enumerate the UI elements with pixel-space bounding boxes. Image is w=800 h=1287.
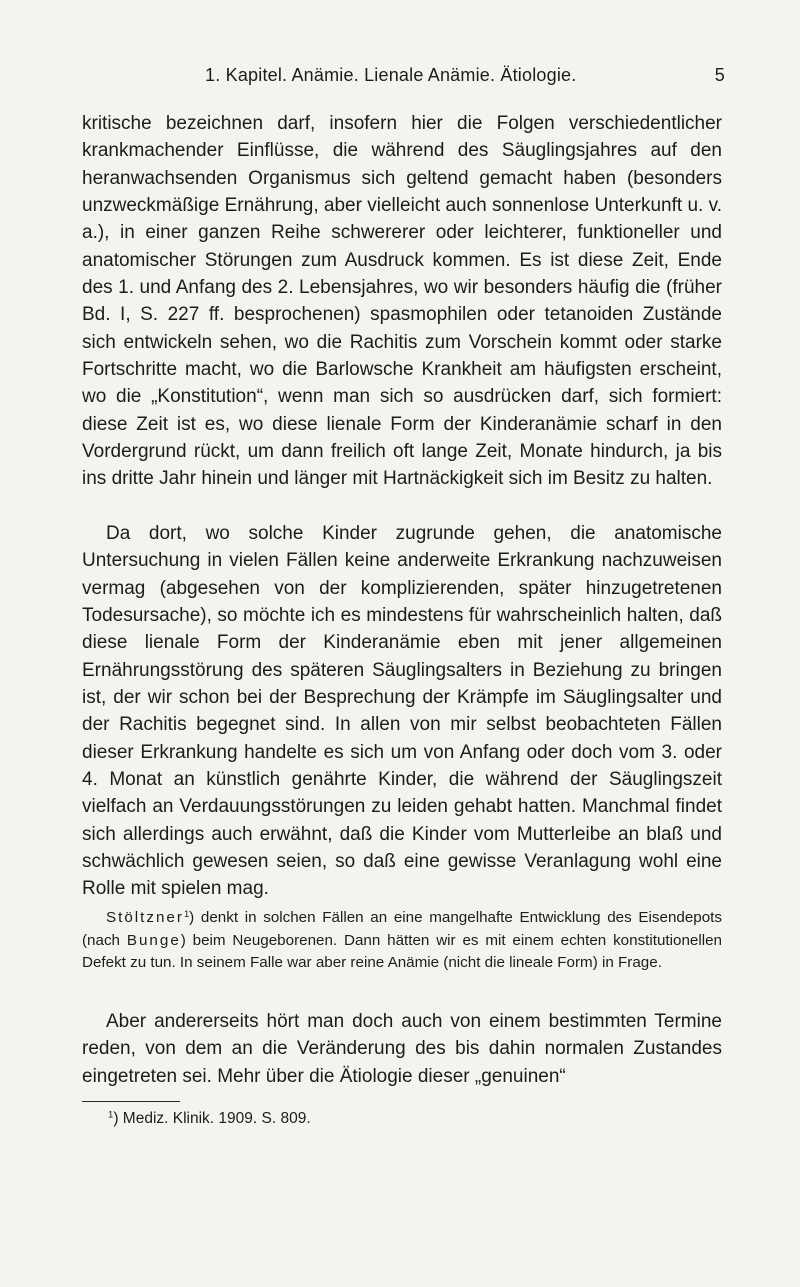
footnote bbox=[108, 1108, 311, 1130]
note-text-part-2: ) beim Neugeborenen. Dann hätten wir es mit einem echten konstitutionellen Defekt zu tun. In seinem Falle war aber reine Anämie (nicht die lineale Form) in Frage. bbox=[82, 931, 722, 972]
author-name: Stöltzner bbox=[106, 909, 184, 926]
footnote-marker: 1 bbox=[108, 1109, 114, 1121]
footnote-reference: 1 bbox=[183, 907, 190, 919]
small-print-note bbox=[82, 907, 722, 975]
page-number: 5 bbox=[714, 65, 725, 85]
note-text-part-1: ) denkt in solchen Fällen an eine mangelhafte Entwicklung des Eisendepots (nach bbox=[82, 909, 722, 949]
body-paragraph-1: kritische bezeichnen darf, insofern hier die Folgen verschiedentlicher krankmachender Einflüsse, die während des Säuglingsjahres auf den heranwachsenden Organismus sich geltend gemacht haben (besonders unzweckmäßige Ernährung, aber vielleicht auch sonnenlose Unterkunft u. v. a.), in einer ganzen Reihe schwererer oder leichterer, funktioneller und anatomischer Störungen zum Ausdruck kommen. Es ist diese Zeit, Ende des 1. und Anfang des 2. Lebensjahres, wo wir besonders häufig die (früher Bd. I, S. 227 ff. besprochenen) spasmophilen oder tetanoiden Zustände sich entwickeln sehen, wo die Rachitis zum Vorschein kommt oder starke Fortschritte macht, wo die Barlowsche Krankheit am häufigsten erscheint, wo die „Konstitution“, wenn man sich so ausdrücken darf, sich formiert: diese Zeit ist es, wo diese lienale Form der Kinderanämie scharf in den Vordergrund rückt, um dann freilich oft lange Zeit, Monate hindurch, ja bis ins dritte Jahr hinein und länger mit Hartnäckigkeit sich im Besitz zu halten. bbox=[82, 113, 722, 490]
footnote-divider bbox=[82, 1101, 180, 1102]
cited-name: Bunge bbox=[126, 931, 181, 949]
footnote-text: ) Mediz. Klinik. 1909. S. 809. bbox=[113, 1110, 311, 1127]
running-header bbox=[205, 65, 725, 93]
body-paragraph-3: Aber andererseits hört man doch auch von einem bestimmten Termine reden, von dem an die Veränderung des bis dahin normalen Zustandes eingetreten sei. Mehr über die Ätiologie dieser „genuinen“ bbox=[82, 1011, 722, 1087]
body-paragraph-2: Da dort, wo solche Kinder zugrunde gehen, die anatomische Untersuchung in vielen Fällen keine anderweite Erkrankung nachzuweisen vermag (abgesehen von der komplizierenden, später hinzugetretenen Todesursache), so möchte ich es mindestens für wahrscheinlich halten, daß diese lienale Form der Kinderanämie eben mit jener allgemeinen Ernährungsstörung des späteren Säuglingsalters in Beziehung zu bringen ist, der wir schon bei der Besprechung der Krämpfe im Säuglingsalter und der Rachitis begegnet sind. In allen von mir selbst beobachteten Fällen dieser Erkrankung handelte es sich um von Anfang oder doch vom 3. oder 4. Monat an künstlich genährte Kinder, die während der Säuglingszeit vielfach an Verdauungsstörungen zu leiden gehabt hatten. Manchmal findet sich allerdings auch erwähnt, daß die Kinder vom Mutterleibe an blaß und schwächlich gewesen seien, so daß eine gewisse Veranlagung wohl eine Rolle mit spielen mag. bbox=[82, 523, 722, 900]
running-title: 1. Kapitel. Anämie. Lienale Anämie. Ätiologie. bbox=[205, 65, 577, 85]
